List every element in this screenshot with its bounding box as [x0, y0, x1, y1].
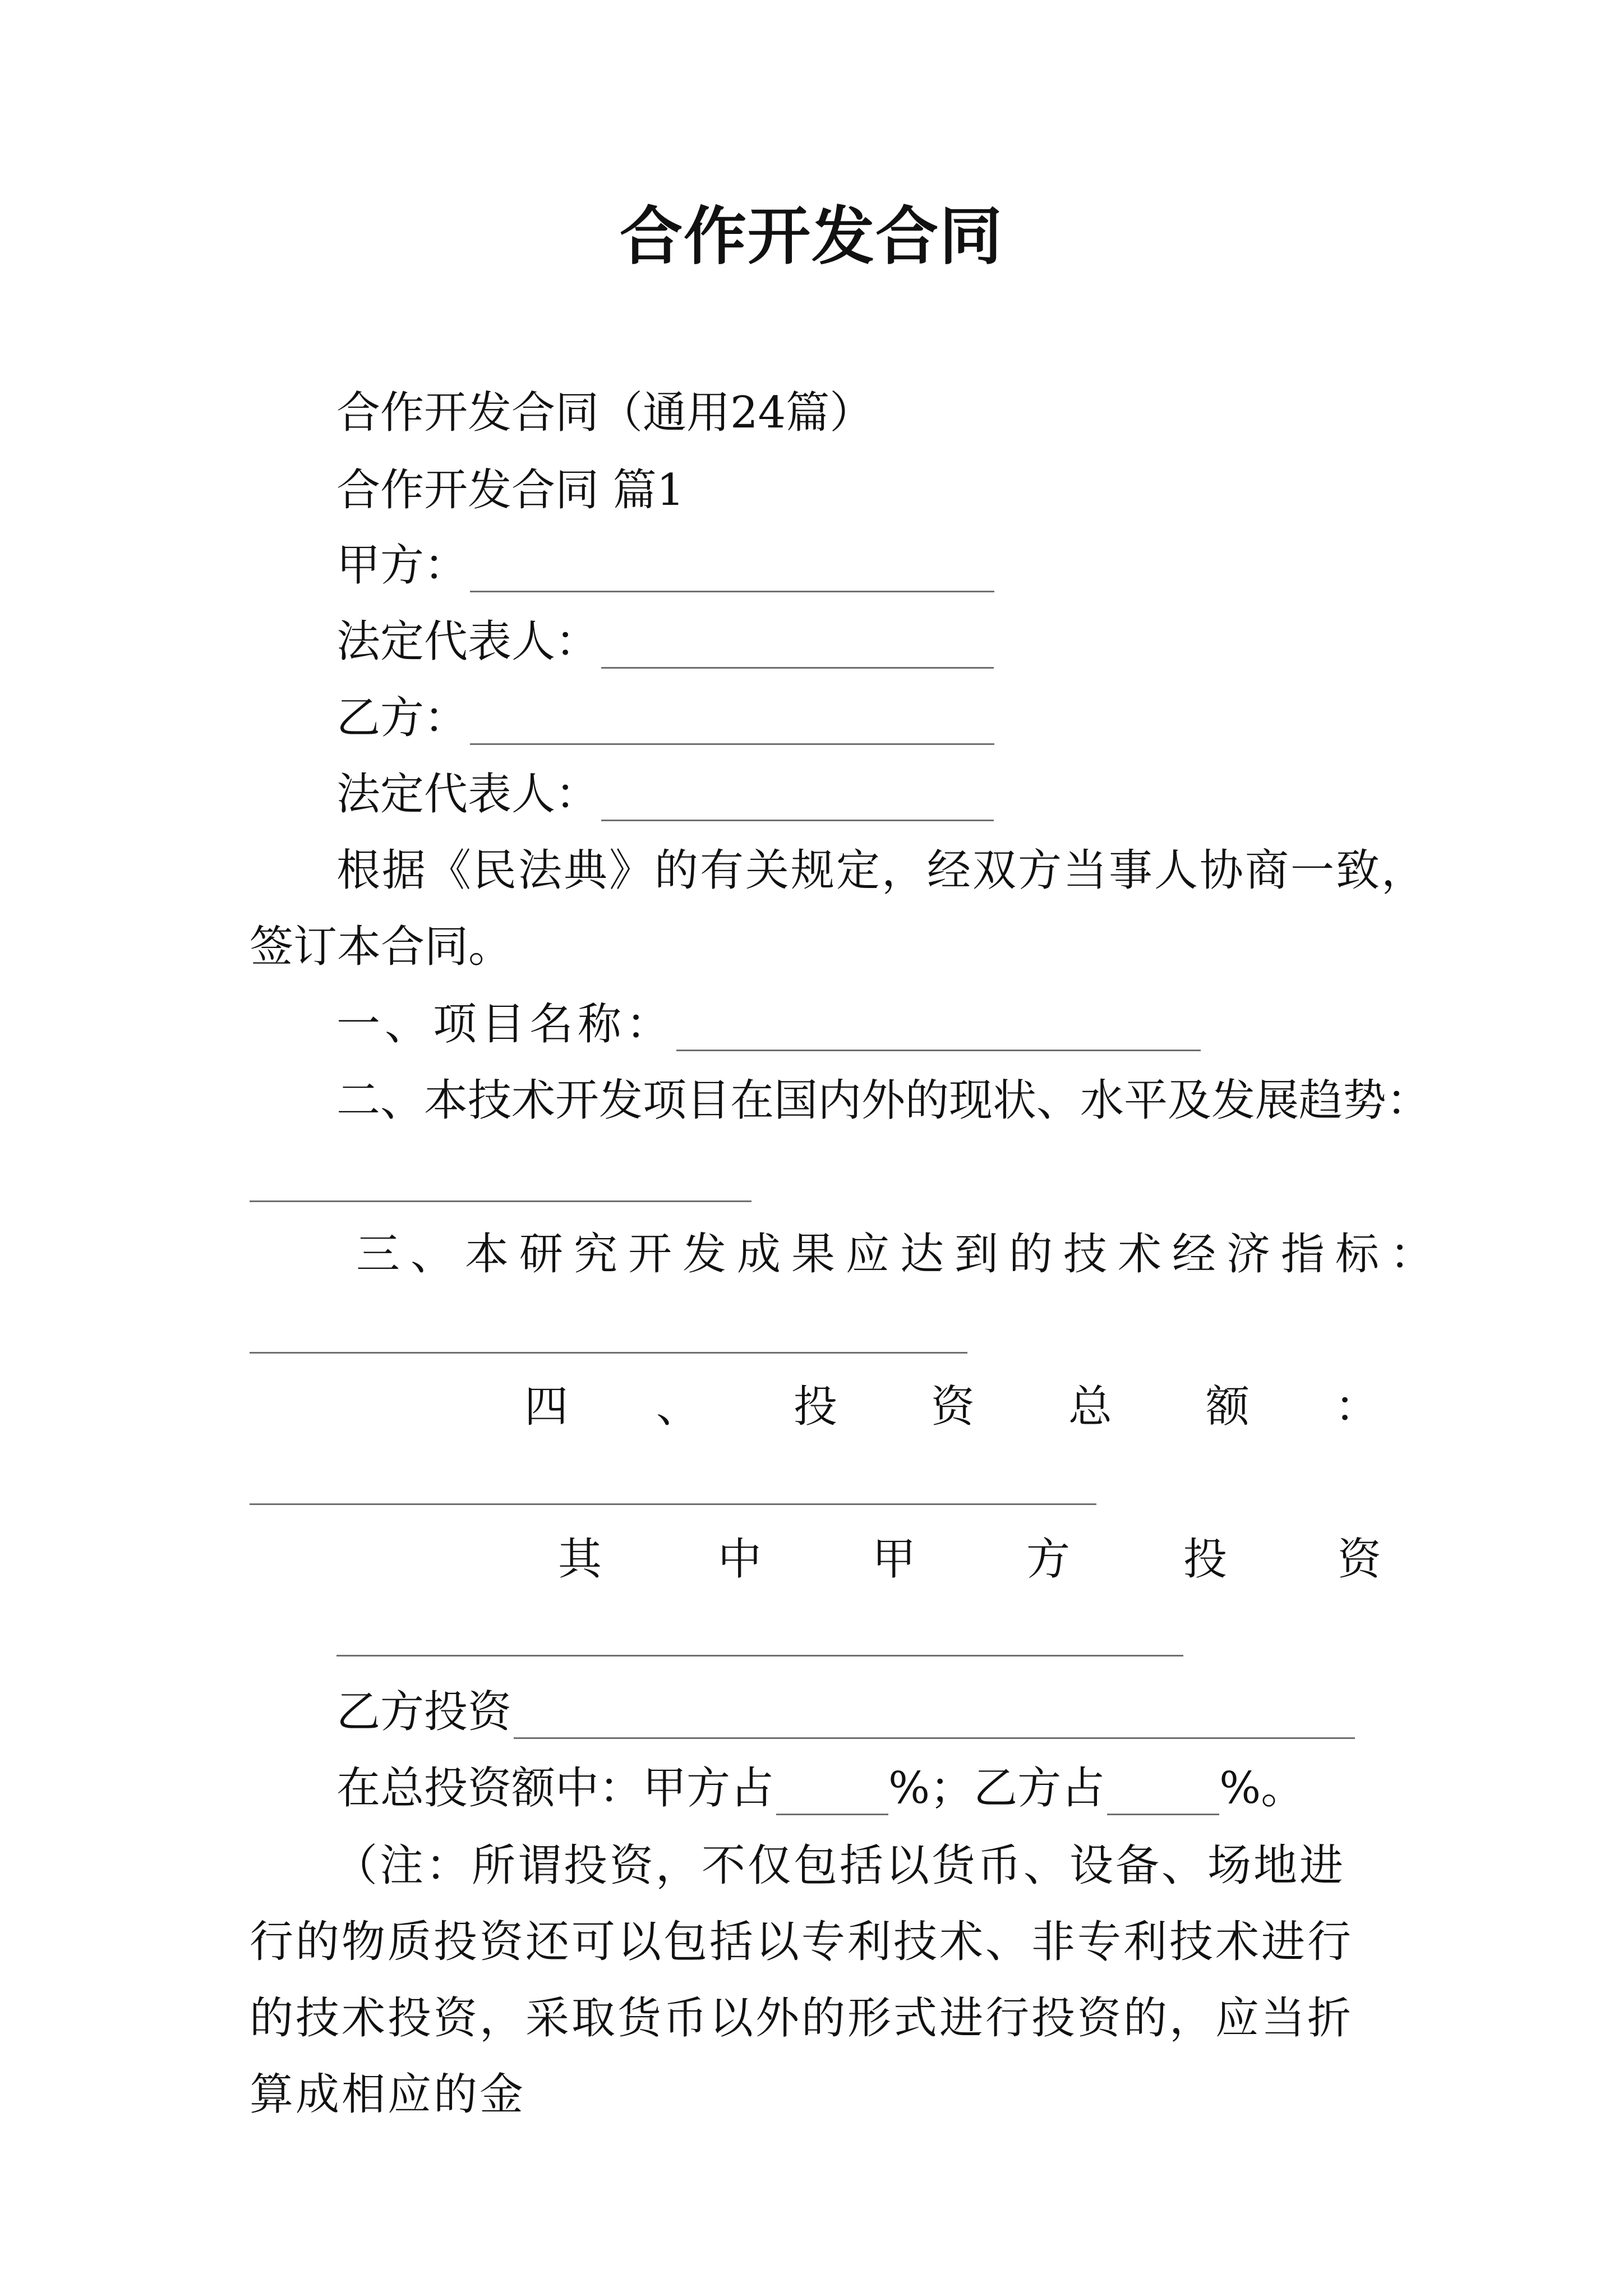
party-b-line: [336, 692, 994, 745]
item-4-char: 资: [931, 1382, 975, 1432]
item-4-char: 四: [524, 1382, 569, 1432]
section-heading: 合作开发合同 篇1: [336, 465, 685, 516]
document-title: 合作开发合同: [620, 200, 1003, 273]
item-5-char: 其: [558, 1534, 602, 1585]
party-b-invest-blank: [514, 1698, 1355, 1739]
ratio-end: %。: [1219, 1763, 1305, 1814]
item-2-blank: [250, 1200, 751, 1202]
item-4-char: ：: [1335, 1382, 1379, 1432]
intro-line-1: 根据《民法典》的有关规定，经双方当事人协商一致，: [336, 845, 1427, 896]
party-a-line: [336, 540, 994, 592]
ratio-line: [336, 1763, 1304, 1815]
item-1-line: [336, 999, 1201, 1051]
item-4-char: 额: [1206, 1382, 1250, 1432]
item-5-blank: [336, 1655, 1183, 1657]
ratio-a-blank: [776, 1774, 888, 1815]
item-1-label: 一、项目名称：: [336, 999, 675, 1050]
item-1-blank: [676, 1010, 1201, 1051]
party-b-invest-line: [336, 1686, 1355, 1739]
item-2-label: 二、本技术开发项目在国内外的现状、水平及发展趋势：: [336, 1075, 1431, 1126]
legal-rep-a-blank: [601, 628, 994, 669]
ratio-a-label: 在总投资额中：甲方占: [336, 1763, 774, 1814]
party-a-blank: [470, 551, 994, 592]
document-subtitle: 合作开发合同（通用24篇）: [336, 388, 874, 438]
ratio-b-blank: [1107, 1774, 1219, 1815]
item-5-char: 中: [718, 1534, 762, 1585]
legal-rep-b-blank: [601, 780, 994, 821]
item-4-char: 、: [656, 1382, 700, 1432]
item-5-label: [0, 1534, 1623, 1590]
legal-rep-a-label: 法定代表人：: [336, 616, 600, 667]
item-4-char: 总: [1068, 1382, 1113, 1432]
legal-rep-b-label: 法定代表人：: [336, 769, 600, 820]
note-paragraph: （注：所谓投资，不仅包括以货币、设备、场地进行的物质投资还可以包括以专利技术、非专利技术进行的技术投资，采取货币以外的形式进行投资的，应当折算成相应的金: [250, 1841, 1354, 2120]
intro-line-2: 签订本合同。: [250, 922, 513, 972]
item-3-label: 三、本研究开发成果应达到的技术经济指标：: [356, 1229, 1445, 1280]
legal-rep-b-line: [336, 769, 994, 821]
ratio-b-label: %；乙方占: [888, 1763, 1105, 1814]
item-5-char: 投: [1183, 1534, 1228, 1585]
party-b-invest-label: 乙方投资: [336, 1687, 512, 1737]
item-4-char: 投: [794, 1382, 838, 1432]
item-3-blank: [250, 1352, 967, 1354]
party-b-blank: [470, 704, 994, 745]
item-4-blank: [250, 1503, 1096, 1505]
item-5-char: 甲: [872, 1534, 916, 1585]
item-5-char: 资: [1338, 1534, 1382, 1585]
party-b-label: 乙方：: [336, 693, 468, 743]
party-a-label: 甲方：: [336, 540, 468, 591]
item-4-label: [0, 1381, 1623, 1437]
item-5-char: 方: [1026, 1534, 1071, 1585]
legal-rep-a-line: [336, 616, 994, 669]
